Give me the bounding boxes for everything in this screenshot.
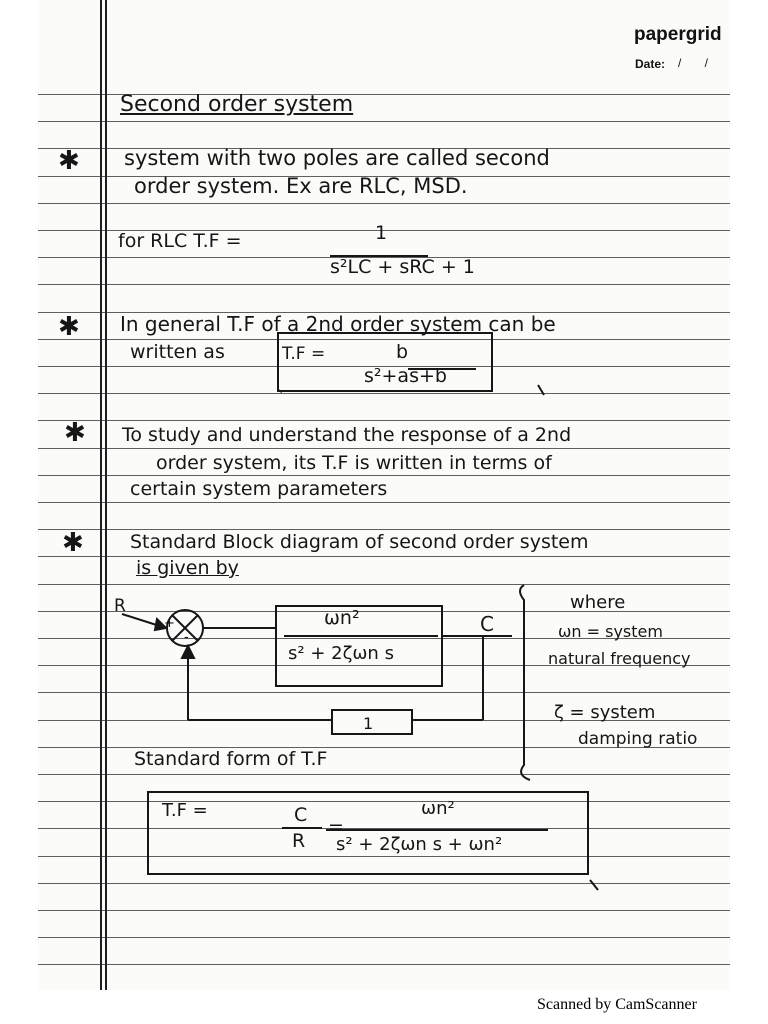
bullet-star-icon: ✱	[62, 528, 84, 558]
std-denominator: s² + 2ζωn s + ωn²	[336, 834, 503, 855]
bullet2-line2: written as	[130, 341, 225, 363]
date-label: Date:	[635, 57, 666, 71]
zeta-definition: ζ = system	[554, 702, 656, 723]
notebook-page	[38, 0, 730, 990]
date-value: / /	[678, 56, 719, 70]
std-tf-lhs: T.F =	[162, 800, 208, 821]
rlc-denominator: s²LC + sRC + 1	[330, 256, 475, 278]
bullet1-line1: system with two poles are called second	[124, 146, 550, 170]
bullet-star-icon: ✱	[64, 418, 86, 448]
bullet2-line1: In general T.F of a 2nd order system can be	[120, 312, 556, 336]
forward-numerator: ωn²	[324, 607, 360, 629]
rlc-numerator: 1	[375, 222, 388, 244]
std-equals: =	[328, 816, 344, 838]
sum-plus: +	[164, 616, 175, 631]
input-r: R	[114, 596, 126, 616]
general-tf-numerator: b	[396, 341, 409, 363]
bullet1-line2: order system. Ex are RLC, MSD.	[134, 174, 468, 198]
wn-definition: ωn = system	[558, 622, 663, 641]
general-tf-denominator: s²+as+b	[364, 365, 447, 387]
std-ratio-num: C	[294, 804, 308, 826]
rlc-label: for RLC T.F =	[118, 230, 242, 252]
brand-logo: papergrid	[634, 24, 722, 45]
std-ratio-den: R	[292, 830, 306, 852]
feedback-gain: 1	[363, 714, 374, 733]
bullet4-line1: Standard Block diagram of second order system	[130, 531, 589, 553]
bullet3-line1: To study and understand the response of a 2nd	[122, 424, 572, 446]
page-title: Second order system	[120, 92, 354, 117]
forward-denominator: s² + 2ζωn s	[288, 643, 394, 664]
bullet-star-icon: ✱	[58, 312, 80, 342]
zeta-definition-cont: damping ratio	[578, 729, 698, 749]
scanner-watermark: Scanned by CamScanner	[537, 996, 697, 1013]
bullet3-line3: certain system parameters	[130, 478, 388, 500]
sum-minus: -	[184, 630, 189, 645]
wn-definition-cont: natural frequency	[548, 649, 691, 668]
where-label: where	[570, 592, 626, 613]
standard-form-title: Standard form of T.F	[134, 748, 328, 770]
bullet3-line2: order system, its T.F is written in terms of	[156, 452, 552, 474]
general-tf-lhs: T.F =	[282, 344, 326, 364]
output-c: C	[480, 612, 494, 636]
bullet4-line2: is given by	[136, 557, 239, 579]
std-numerator: ωn²	[421, 798, 455, 819]
bullet-star-icon: ✱	[58, 146, 80, 176]
